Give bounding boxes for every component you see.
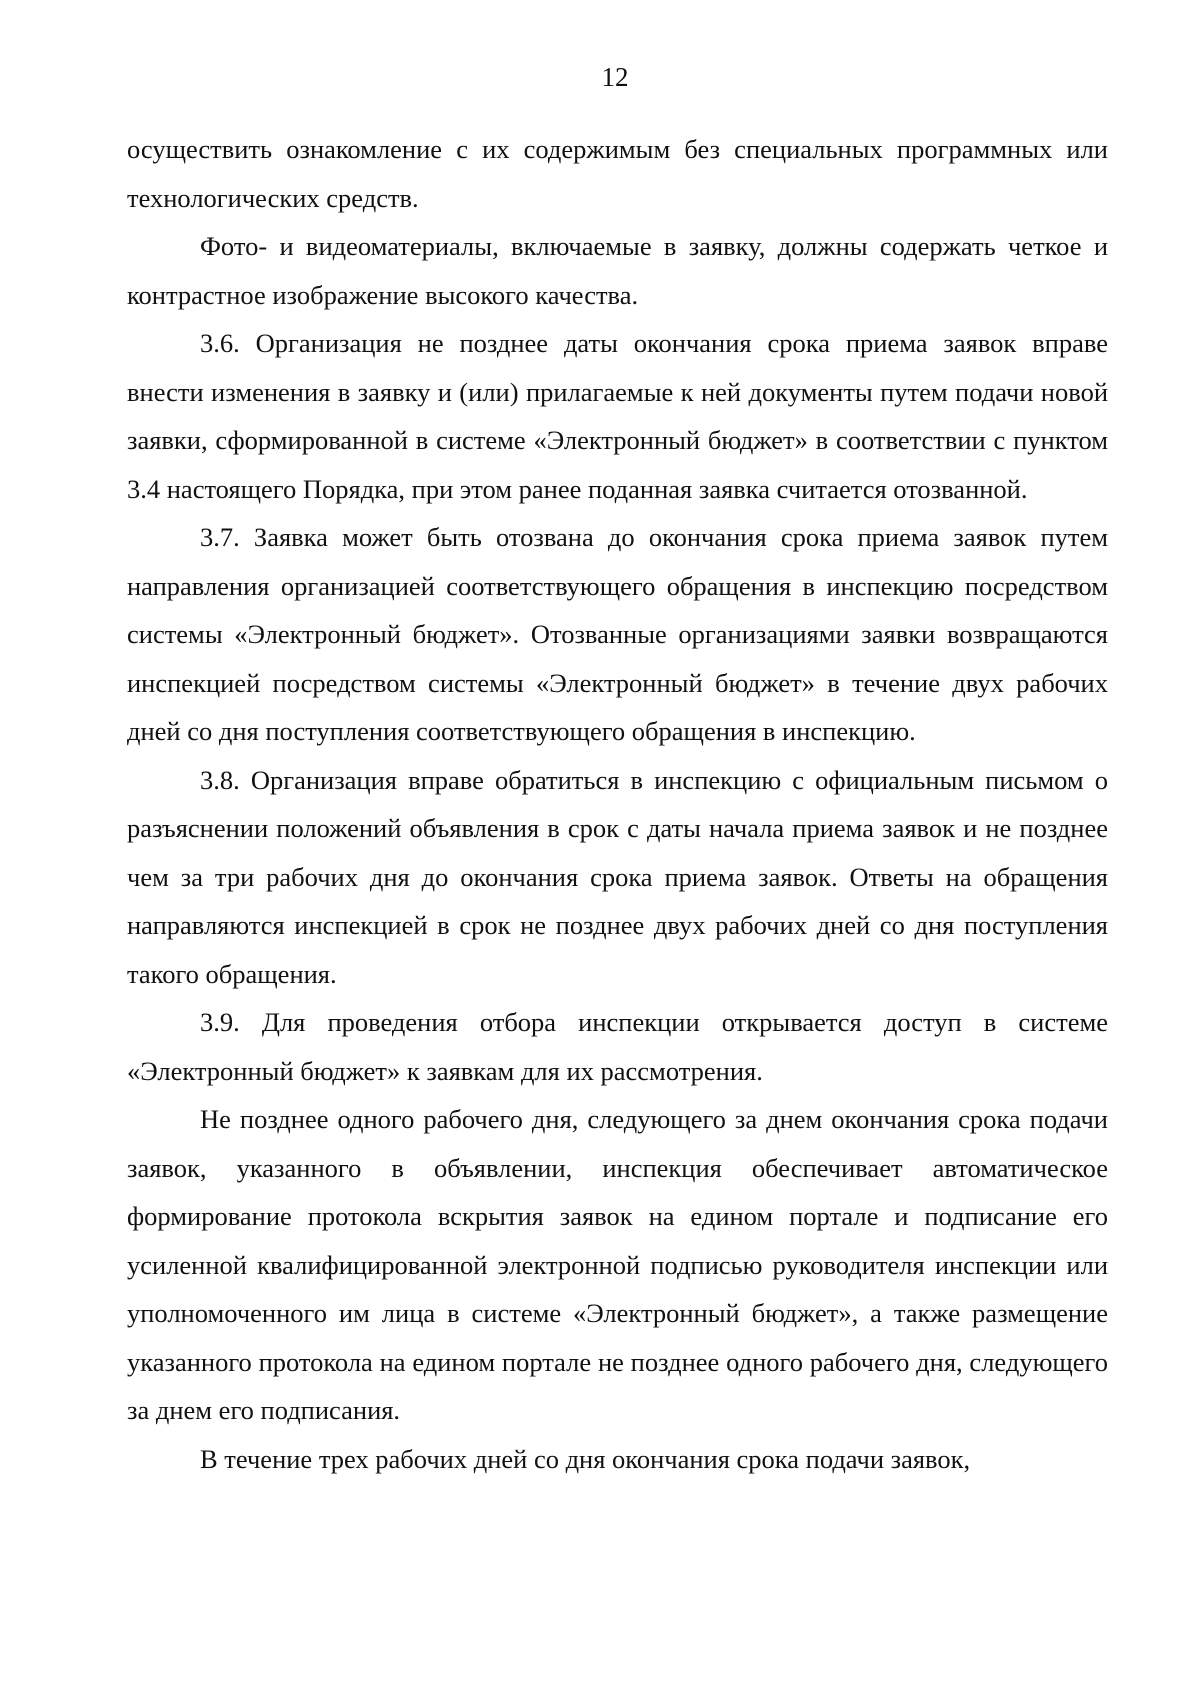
paragraph-3-9: 3.9. Для проведения отбора инспекции открывается доступ в системе «Электронный бюджет» к заявкам для их рассмотрения. [127,1007,1108,1086]
paragraph-continuation: осуществить ознакомление с их содержимым без специальных программных или технологических средств. [127,134,1108,213]
paragraph-opening-protocol: Не позднее одного рабочего дня, следующего за днем окончания срока подачи заявок, указанного в объявлении, инспекция обеспечивает автоматическое формирование протокола вскрытия заявок на едином портале и подписание его усиленной квалифицированной электронной подписью руководителя инспекции или уполномоченного им лица в системе «Электронный бюджет», а также размещение указанного протокола на едином портале не позднее одного рабочего дня, следующего за днем его подписания. [127,1104,1108,1425]
paragraph-3-6: 3.6. Организация не позднее даты окончания срока приема заявок вправе внести изменения в заявку и (или) прилагаемые к ней документы путем подачи новой заявки, сформированной в системе «Электронный бюджет» в соответствии с пунктом 3.4 настоящего Порядка, при этом ранее поданная заявка считается отозванной. [127,328,1108,504]
paragraph-3-7: 3.7. Заявка может быть отозвана до окончания срока приема заявок путем направления организацией соответствующего обращения в инспекцию посредством системы «Электронный бюджет». Отозванные организациями заявки возвращаются инспекцией посредством системы «Электронный бюджет» в течение двух рабочих дней со дня поступления соответствующего обращения в инспекцию. [127,522,1108,746]
paragraph-3-8: 3.8. Организация вправе обратиться в инспекцию с официальным письмом о разъяснении положений объявления в срок с даты начала приема заявок и не позднее чем за три рабочих дня до окончания срока приема заявок. Ответы на обращения направляются инспекцией в срок не позднее двух рабочих дней со дня поступления такого обращения. [127,764,1108,989]
paragraph-photo-video-requirements: Фото- и видеоматериалы, включаемые в заявку, должны содержать четкое и контрастное изображение высокого качества. [127,231,1108,310]
paragraph-three-working-days: В течение трех рабочих дней со дня окончания срока подачи заявок, [200,1443,971,1474]
page-number: 12 [601,62,629,92]
document-body [127,125,1108,1483]
